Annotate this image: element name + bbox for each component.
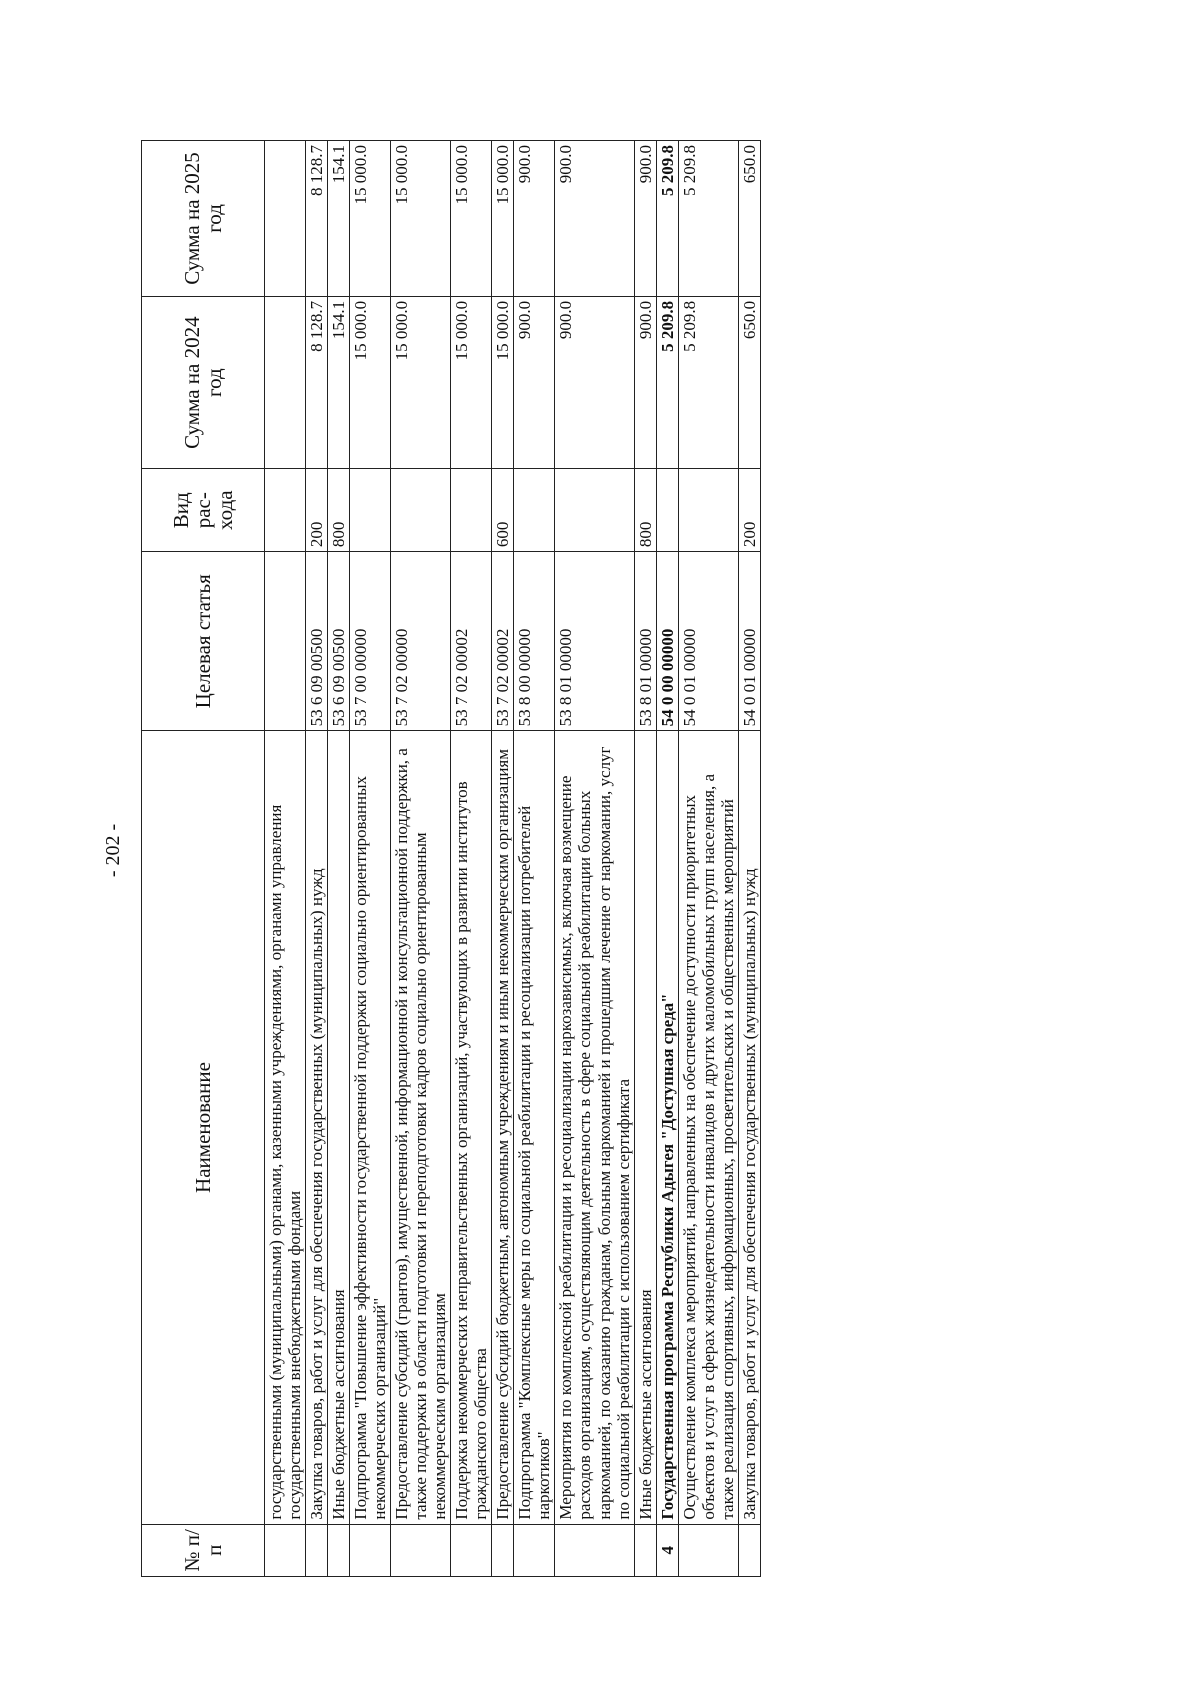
table-row [350, 141, 391, 1577]
header-sum-2025: Сумма на 2025 год [142, 141, 265, 297]
cell-name: Поддержка некоммерческих неправительственных организаций, участвующих в развитии институтов гражданского общества [451, 731, 492, 1524]
cell-code: 54 0 00 00000 [656, 552, 678, 731]
cell-sum-2025 [265, 141, 306, 297]
cell-name: Иные бюджетные ассигнования [328, 731, 350, 1524]
header-vid: Вид рас-хода [142, 469, 265, 552]
table-row [656, 141, 678, 1577]
cell-name: Подпрограмма "Комплексные меры по социальной реабилитации и ресоциализации потребителей наркотиков" [514, 731, 555, 1524]
page-number [99, 820, 129, 880]
header-num: № п/п [142, 1524, 265, 1576]
cell-num [555, 1524, 634, 1576]
budget-table [141, 140, 761, 1577]
cell-sum-2025: 15 000.0 [350, 141, 391, 297]
cell-sum-2024: 900.0 [555, 296, 634, 468]
cell-code: 54 0 01 00000 [678, 552, 738, 731]
cell-num [514, 1524, 555, 1576]
cell-num [678, 1524, 738, 1576]
cell-sum-2024: 15 000.0 [350, 296, 391, 468]
cell-name: Предоставление субсидий бюджетным, автономным учреждениям и иным некоммерческим организациям [492, 731, 514, 1524]
cell-code: 53 6 09 00500 [328, 552, 350, 731]
cell-sum-2024 [265, 296, 306, 468]
table-row [555, 141, 634, 1577]
cell-name: Государственная программа Республики Адыгея "Доступная среда" [656, 731, 678, 1524]
table-row [451, 141, 492, 1577]
header-name: Наименование [142, 731, 265, 1524]
cell-num [306, 1524, 328, 1576]
table-row [678, 141, 738, 1577]
cell-vid [350, 469, 391, 552]
cell-vid [514, 469, 555, 552]
header-code: Целевая статья [142, 552, 265, 731]
cell-sum-2025: 15 000.0 [451, 141, 492, 297]
cell-code: 54 0 01 00000 [738, 552, 760, 731]
table-row [328, 141, 350, 1577]
table-row [391, 141, 451, 1577]
cell-num [634, 1524, 656, 1576]
cell-vid [555, 469, 634, 552]
cell-vid [391, 469, 451, 552]
cell-sum-2024: 900.0 [514, 296, 555, 468]
cell-vid: 600 [492, 469, 514, 552]
cell-sum-2025: 900.0 [634, 141, 656, 297]
cell-vid [265, 469, 306, 552]
table-row [634, 141, 656, 1577]
cell-num [391, 1524, 451, 1576]
cell-sum-2025: 15 000.0 [492, 141, 514, 297]
cell-num [350, 1524, 391, 1576]
cell-vid: 800 [634, 469, 656, 552]
cell-sum-2024: 5 209.8 [656, 296, 678, 468]
cell-sum-2025: 650.0 [738, 141, 760, 297]
table-row [738, 141, 760, 1577]
cell-num [328, 1524, 350, 1576]
cell-sum-2025: 900.0 [555, 141, 634, 297]
cell-sum-2025: 5 209.8 [678, 141, 738, 297]
cell-code: 53 8 01 00000 [555, 552, 634, 731]
cell-code: 53 7 02 00000 [391, 552, 451, 731]
cell-name: Предоставление субсидий (грантов), имущественной, информационной и консультационной поддержки, а также поддержки в области подготовки и переподготовки кадров социально ориентированным некоммерческим организациям [391, 731, 451, 1524]
cell-name: Иные бюджетные ассигнования [634, 731, 656, 1524]
cell-sum-2024: 8 128.7 [306, 296, 328, 468]
header-sum-2024: Сумма на 2024 год [142, 296, 265, 468]
cell-num [451, 1524, 492, 1576]
cell-sum-2024: 15 000.0 [451, 296, 492, 468]
cell-code: 53 6 09 00500 [306, 552, 328, 731]
cell-sum-2025: 15 000.0 [391, 141, 451, 297]
cell-sum-2024: 154.1 [328, 296, 350, 468]
cell-name: Подпрограмма "Повышение эффективности государственной поддержки социально ориентированных некоммерческих организаций" [350, 731, 391, 1524]
cell-name: Закупка товаров, работ и услуг для обеспечения государственных (муниципальных) нужд [738, 731, 760, 1524]
table-row [492, 141, 514, 1577]
cell-vid: 800 [328, 469, 350, 552]
cell-sum-2024: 900.0 [634, 296, 656, 468]
cell-name: Закупка товаров, работ и услуг для обеспечения государственных (муниципальных) нужд [306, 731, 328, 1524]
rotated-table-container [141, 140, 1053, 1577]
table-row [265, 141, 306, 1577]
cell-vid: 200 [738, 469, 760, 552]
cell-sum-2025: 5 209.8 [656, 141, 678, 297]
table-row [514, 141, 555, 1577]
cell-sum-2025: 8 128.7 [306, 141, 328, 297]
cell-vid: 200 [306, 469, 328, 552]
cell-num [492, 1524, 514, 1576]
cell-vid [451, 469, 492, 552]
cell-sum-2024: 15 000.0 [492, 296, 514, 468]
table-header-row [142, 141, 265, 1577]
cell-sum-2024: 15 000.0 [391, 296, 451, 468]
cell-code: 53 7 02 00002 [451, 552, 492, 731]
cell-code: 53 8 01 00000 [634, 552, 656, 731]
cell-vid [656, 469, 678, 552]
cell-code: 53 7 00 00000 [350, 552, 391, 731]
cell-name: государственными (муниципальными) органами, казенными учреждениями, органами управления государственными внебюджетными фондами [265, 731, 306, 1524]
cell-num [738, 1524, 760, 1576]
table-body [265, 141, 761, 1577]
cell-vid [678, 469, 738, 552]
cell-sum-2024: 650.0 [738, 296, 760, 468]
cell-sum-2024: 5 209.8 [678, 296, 738, 468]
cell-num [265, 1524, 306, 1576]
cell-sum-2025: 900.0 [514, 141, 555, 297]
cell-num: 4 [656, 1524, 678, 1576]
cell-name: Осуществление комплекса мероприятий, направленных на обеспечение доступности приоритетных объектов и услуг в сферах жизнедеятельности инвалидов и других маломобильных групп населения, а также реализация спортивных, информационных, просветительских и общественных мероприятий [678, 731, 738, 1524]
cell-code: 53 7 02 00002 [492, 552, 514, 731]
cell-code [265, 552, 306, 731]
page-number-text: - 202 - [102, 823, 125, 877]
table-row [306, 141, 328, 1577]
cell-sum-2025: 154.1 [328, 141, 350, 297]
cell-name: Мероприятия по комплексной реабилитации и ресоциализации наркозависимых, включая возмещение расходов организациям, осуществляющим деятельность в сфере социальной реабилитации больных наркоманией, по оказанию гражданам, больным наркоманией и прошедшим лечение от наркомании, услуг по социальной реабилитации с использованием сертификата [555, 731, 634, 1524]
cell-code: 53 8 00 00000 [514, 552, 555, 731]
